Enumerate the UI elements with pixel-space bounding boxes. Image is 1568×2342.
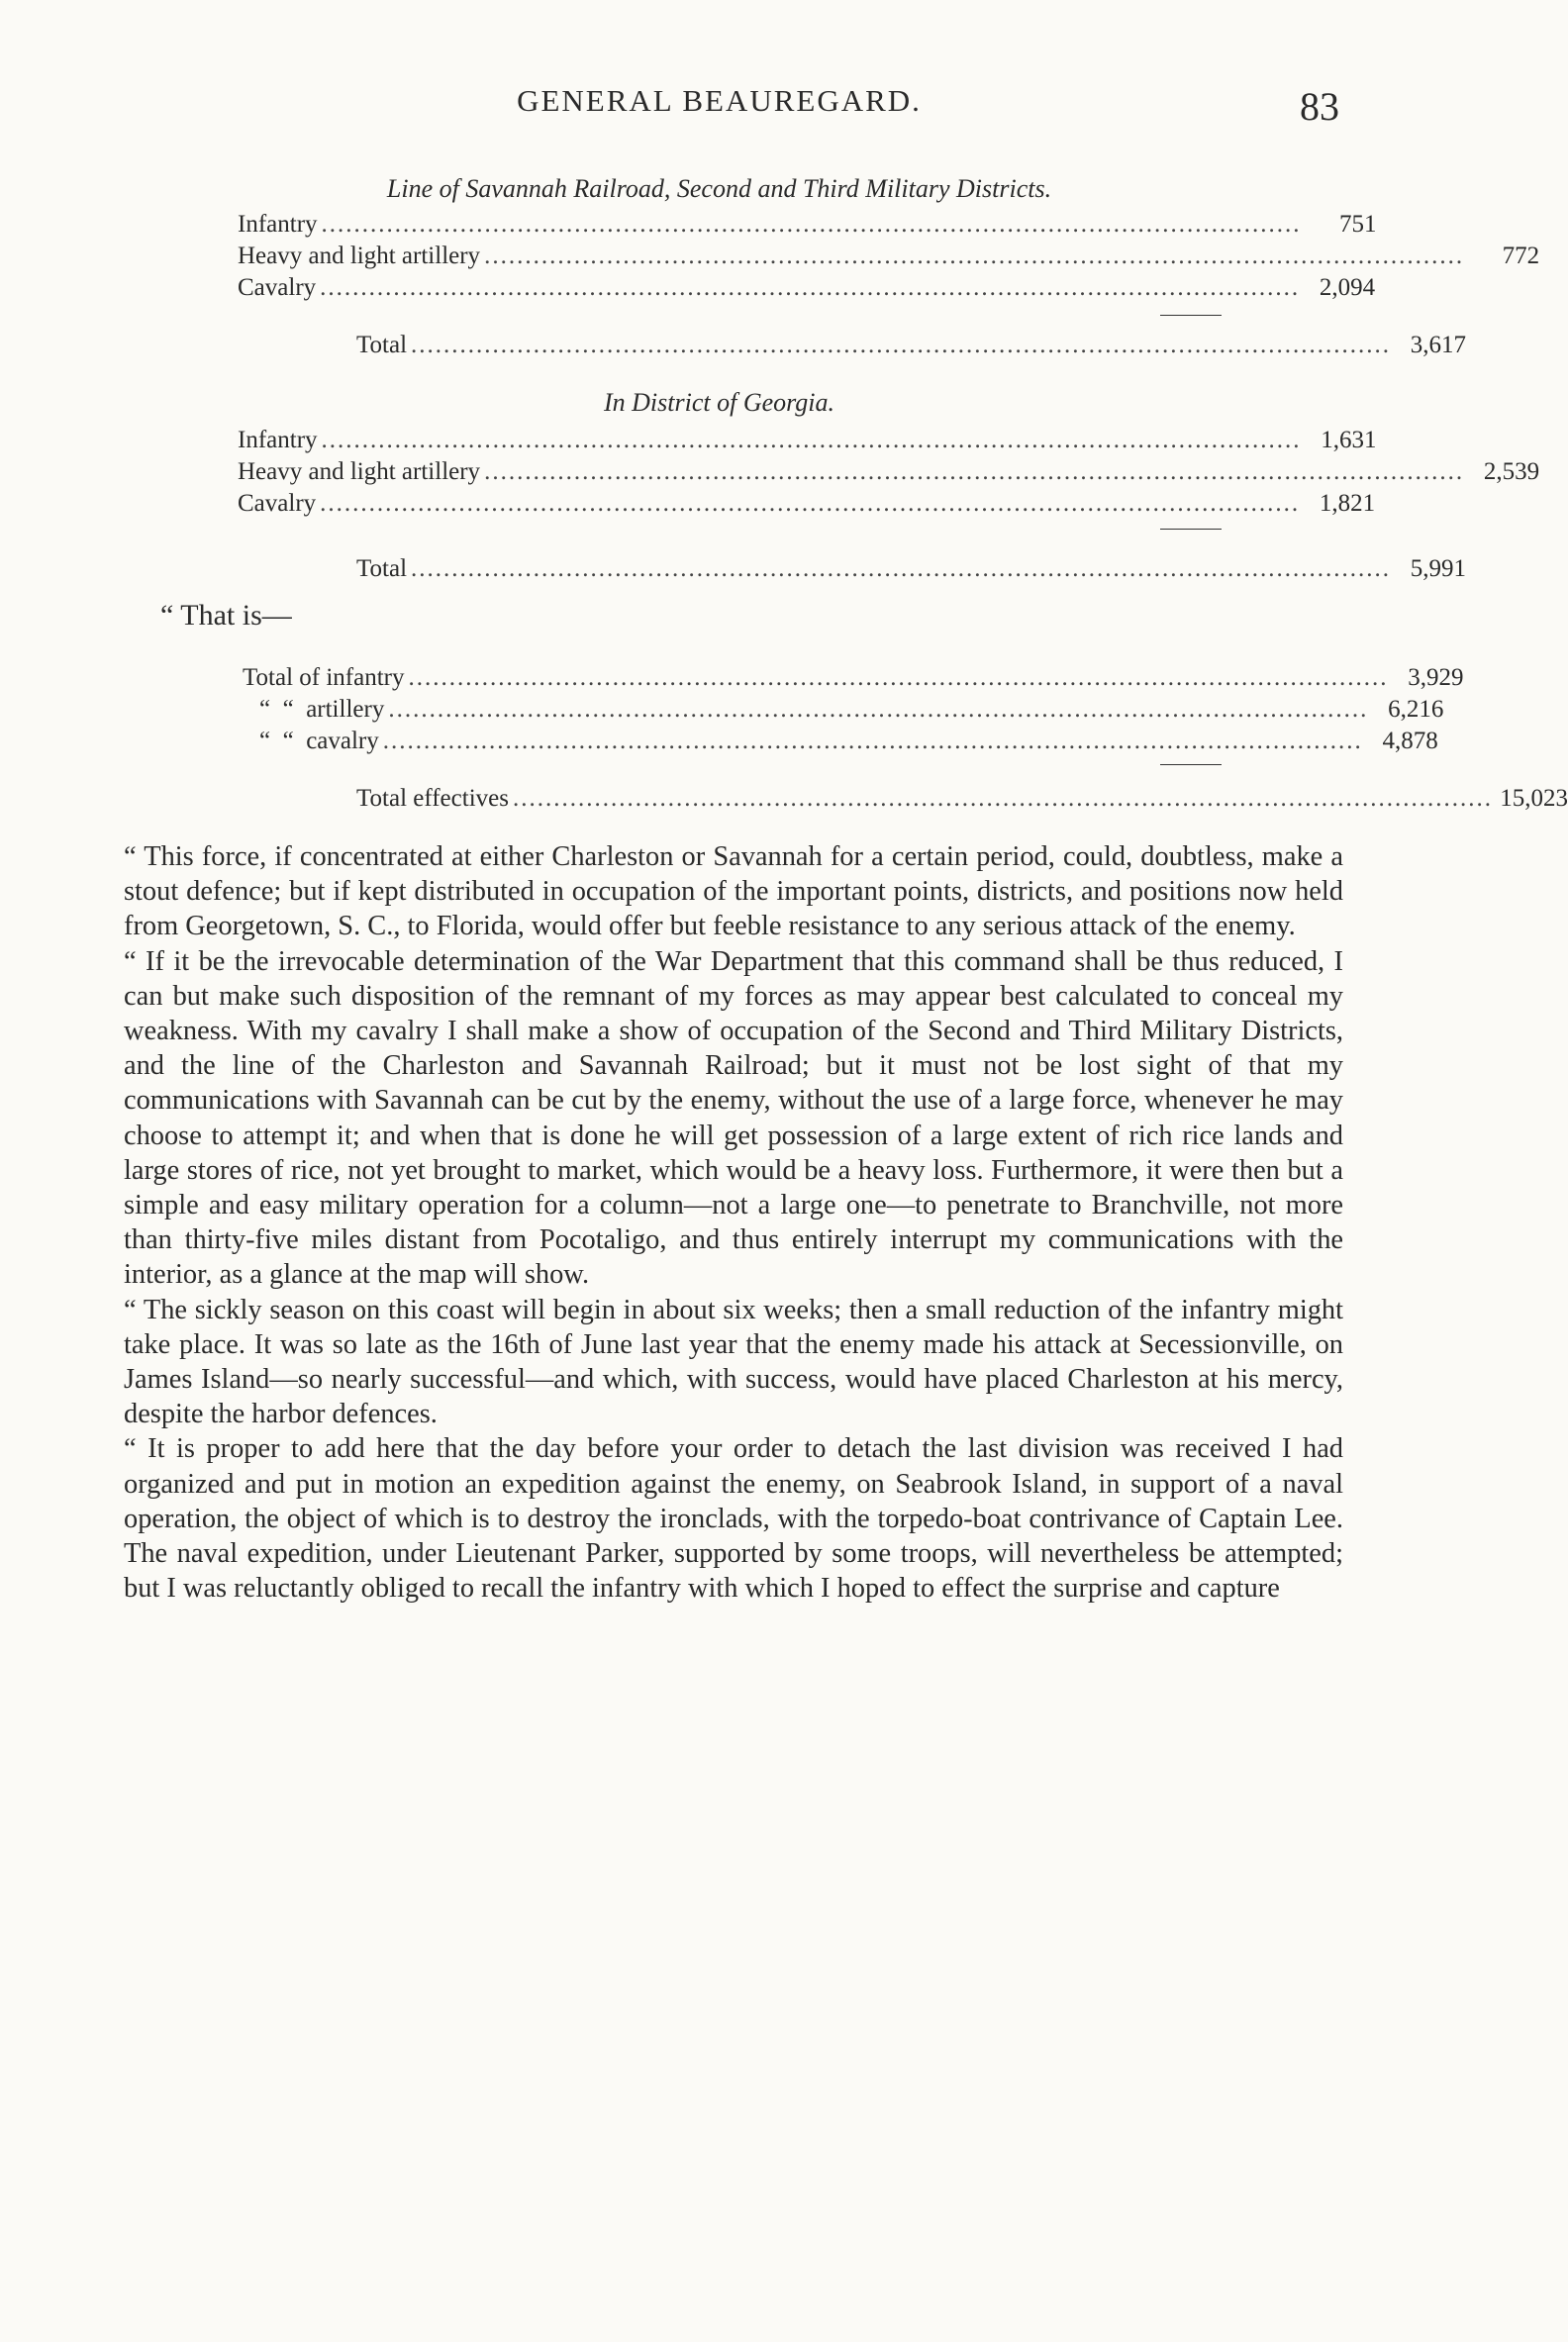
paragraph: “ It is proper to add here that the day before your order to detach the last division was received I had organized and put in motion an expedition against the enemy, on Seabrook Island, in support of a naval operation, the object of which is to destroy the ironclads, with the torpedo-boat contrivance of Captain Lee. The naval expedition, under Lieutenant Parker, supported by some troops, will nevertheless be attempted; but I was reluctantly obliged to recall the infantry with which I hoped to effect the surprise and capture xyxy=(124,1433,1343,1605)
row-label: Total of infantry xyxy=(243,664,405,691)
leader-dots: ........................................................................................................................ xyxy=(408,664,1389,691)
row-value: 1,631 xyxy=(1321,427,1377,453)
leader-dots: ........................................................................................................................ xyxy=(484,458,1465,485)
table-row xyxy=(238,426,1377,455)
sum-rule xyxy=(1160,764,1222,765)
total-label: Total xyxy=(356,555,408,582)
row-label: Cavalry xyxy=(238,274,317,301)
total-label: Total xyxy=(356,332,408,358)
summary-intro: “ That is— xyxy=(160,599,292,632)
row-label: Heavy and light artillery xyxy=(238,458,481,485)
leader-dots: ........................................................................................................................ xyxy=(512,785,1493,812)
leader-dots: ........................................................................................................................ xyxy=(388,696,1369,723)
summary-row xyxy=(243,663,1464,693)
row-value: 1,821 xyxy=(1319,490,1376,517)
row-label: Infantry xyxy=(238,427,318,453)
leader-dots: ........................................................................................................................ xyxy=(484,243,1465,269)
row-value: 2,539 xyxy=(1483,458,1540,485)
leader-dots: ........................................................................................................................ xyxy=(321,427,1302,453)
row-label: Infantry xyxy=(238,211,318,238)
table-title: In District of Georgia. xyxy=(603,388,835,417)
row-label: “ “ artillery xyxy=(259,696,385,723)
leader-dots: ........................................................................................................................ xyxy=(382,728,1363,754)
row-value: 772 xyxy=(1502,243,1540,269)
table-row xyxy=(238,273,1376,303)
summary-row xyxy=(259,695,1444,725)
table-row xyxy=(238,210,1377,240)
leader-dots: ........................................................................................................................ xyxy=(411,332,1392,358)
leader-dots: ........................................................................................................................ xyxy=(411,555,1392,582)
row-label: “ “ cavalry xyxy=(259,728,379,754)
total-value: 15,023 xyxy=(1500,785,1568,812)
row-value: 6,216 xyxy=(1388,696,1444,723)
row-label: Heavy and light artillery xyxy=(238,243,481,269)
summary-row xyxy=(259,727,1438,756)
table-title: Line of Savannah Railroad, Second and Third Military Districts. xyxy=(386,174,1052,203)
paragraph: “ This force, if concentrated at either Charleston or Savannah for a certain period, could, doubtless, make a stout defence; but if kept distributed in occupation of the important points, districts, and positions now held from Georgetown, S. C., to Florida, would offer but feeble resistance to any serious attack of the enemy. xyxy=(124,841,1343,942)
running-head: GENERAL BEAUREGARD. xyxy=(517,83,922,118)
row-value: 3,929 xyxy=(1408,664,1464,691)
table-total-row xyxy=(356,331,1467,360)
page-number: 83 xyxy=(1300,84,1339,129)
leader-dots: ........................................................................................................................ xyxy=(320,274,1301,301)
sum-rule xyxy=(1160,529,1222,530)
row-value: 2,094 xyxy=(1319,274,1376,301)
row-value: 4,878 xyxy=(1382,728,1438,754)
row-value: 751 xyxy=(1339,211,1377,238)
table-total-row xyxy=(356,554,1467,584)
total-value: 3,617 xyxy=(1410,332,1467,358)
leader-dots: ........................................................................................................................ xyxy=(321,211,1302,238)
table-row xyxy=(238,242,1540,271)
summary-total-row xyxy=(356,784,1568,814)
total-label: Total effectives xyxy=(356,785,509,812)
leader-dots: ........................................................................................................................ xyxy=(320,490,1301,517)
table-row xyxy=(238,489,1376,519)
table-row xyxy=(238,457,1540,487)
sum-rule xyxy=(1160,315,1222,316)
row-label: Cavalry xyxy=(238,490,317,517)
body-text xyxy=(124,839,1343,1606)
total-value: 5,991 xyxy=(1410,555,1467,582)
paragraph: “ The sickly season on this coast will begin in about six weeks; then a small reduction of the infantry might take place. It was so late as the 16th of June last year that the enemy made his attack at Secessionville, on James Island—so nearly successful—and which, with success, would have placed Charleston at his mercy, despite the harbor defences. xyxy=(124,1294,1343,1430)
paragraph: “ If it be the irrevocable determination of the War Department that this command shall be thus reduced, I can but make such disposition of the remnant of my forces as may appear best calculated to conceal my weakness. With my cavalry I shall make a show of occupation of the Second and Third Military Districts, and the line of the Charleston and Savannah Railroad; but it must not be lost sight of that my communications with Savannah can be cut by the enemy, without the use of a large force, whenever he may choose to attempt it; and when that is done he will get possession of a large extent of rich rice lands and large stores of rice, not yet brought to market, which would be a heavy loss. Furthermore, it were then but a simple and easy military operation for a column—not a large one—to penetrate to Branchville, not more than thirty-five miles distant from Pocotaligo, and thus entirely interrupt my communications with the interior, as a glance at the map will show. xyxy=(124,945,1343,1291)
